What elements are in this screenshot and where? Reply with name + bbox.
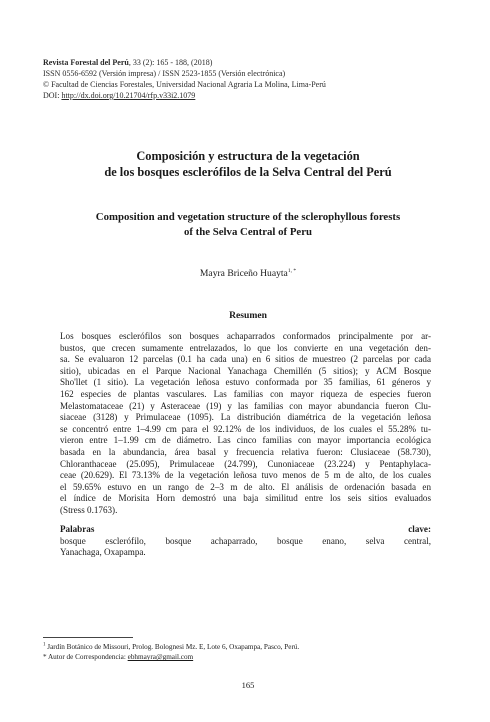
title-spanish-line-2: de los bosques esclerófilos de la Selva Central del Perú	[104, 165, 392, 179]
keywords-text-1: bosque esclerófilo, bosque achaparrado, bosque enano, selva central,	[60, 535, 431, 546]
abstract-line: Melastomataceae (21) y Asteraceae (19) y las familias con mayor abundancia fueron Clu-	[60, 400, 431, 411]
journal-name: Revista Forestal del Perú	[43, 58, 129, 67]
title-spanish-line-1: Composición y estructura de la vegetación	[136, 149, 360, 163]
abstract-line: ceae (20.629). El 73.13% de la vegetación leñosa tuvo menos de 5 m de alto, de los cuales	[60, 470, 431, 481]
author-affiliation-marks: 1, *	[287, 267, 297, 274]
doi-link[interactable]: http://dx.doi.org/10.21704/rfp.v33i2.1079	[61, 91, 196, 100]
footnotes	[43, 642, 453, 663]
title-spanish	[43, 148, 453, 180]
email-link[interactable]: ebhmayra@gmail.com	[127, 653, 194, 662]
abstract-line: el 59.65% estuvo en un rango de 2–3 m de alto. El análisis de ordenación basada en	[60, 481, 431, 492]
journal-citation: , 33 (2): 165 - 188, (2018)	[128, 58, 213, 67]
copyright-line: © Facultad de Ciencias Forestales, Universidad Nacional Agraria La Molina, Lima-Perú	[43, 80, 326, 89]
author-name: Mayra Briceño Huayta	[199, 268, 288, 279]
abstract-line: vieron entre 1–1.99 cm de diámetro. Las cinco familias con mayor importancia ecológica	[60, 435, 431, 446]
abstract-line: 162 especies de plantas vasculares. Las familias con mayor riqueza de especies fueron	[60, 388, 431, 399]
abstract-line: sitio), ubicadas en el Parque Nacional Yanachaga Chemillén (5 sitios); y ACM Bosque	[60, 365, 431, 376]
keywords-line-2: Yanachaga, Oxapampa.	[60, 547, 146, 558]
doi-label: DOI:	[43, 91, 62, 100]
page-number: 165	[241, 680, 255, 690]
footnote-divider	[43, 637, 133, 638]
abstract-heading: Resumen	[229, 310, 267, 321]
author-line	[43, 268, 453, 279]
journal-header	[43, 57, 453, 101]
citation-line	[43, 57, 453, 68]
abstract-body	[60, 331, 431, 517]
abstract-line: siaceae (3128) y Primulaceae (1095). La distribución diamétrica de la vegetación leñosa	[60, 412, 431, 423]
abstract-line: Sho'llet (1 sitio). La vegetación leñosa estuvo conformada por 35 familias, 61 géneros y	[60, 377, 431, 388]
keywords-line-1	[60, 524, 431, 547]
abstract-line: el índice de Morisita Horn demostró una baja similitud entre los seis sitios evaluados	[60, 493, 431, 504]
abstract-line: Chloranthaceae (25.095), Primulaceae (24.799), Cunoniaceae (23.224) y Pentaphylaca-	[60, 458, 431, 469]
abstract-line: basada en la abundancia, área basal y frecuencia relativa fueron: Clusiaceae (58.730),	[60, 446, 431, 457]
abstract-line: Los bosques esclerófilos son bosques achaparrados conformados principalmente por ar-	[60, 331, 431, 341]
abstract-line: sa. Se evaluaron 12 parcelas (0.1 ha cada una) en 6 sitios de muestreo (2 parcelas por cada	[60, 354, 431, 365]
doi-line	[43, 90, 453, 101]
keywords	[60, 524, 431, 559]
abstract-line: bustos, que crecen sumamente entrelazados, lo que los convierte en una vegetación den-	[60, 342, 431, 353]
title-english	[43, 210, 453, 240]
footnote-correspondence	[43, 652, 453, 662]
abstract-line: se concentró entre 1–4.99 cm para el 92.12% de los individuos, de los cuales el 55.28% tu-	[60, 423, 431, 434]
footnote-correspondence-label: * Autor de Correspondencia:	[43, 653, 128, 662]
title-english-line-1: Composition and vegetation structure of the sclerophyllous forests	[95, 211, 401, 223]
footnote-mark: 1	[43, 642, 46, 648]
issn-line: ISSN 0556-6592 (Versión impresa) / ISSN 2523-1855 (Versión electrónica)	[43, 69, 286, 78]
footnote-affiliation	[43, 642, 453, 652]
keywords-label: Palabras clave:	[60, 524, 431, 534]
footnote-affiliation-text: Jardín Botánico de Missouri, Prolog. Bolognesi Mz. E, Lote 6, Oxapampa, Pasco, Perú.	[45, 643, 300, 651]
abstract-line: (Stress 0.1763).	[60, 504, 118, 515]
title-english-line-2: of the Selva Central of Peru	[183, 226, 313, 238]
